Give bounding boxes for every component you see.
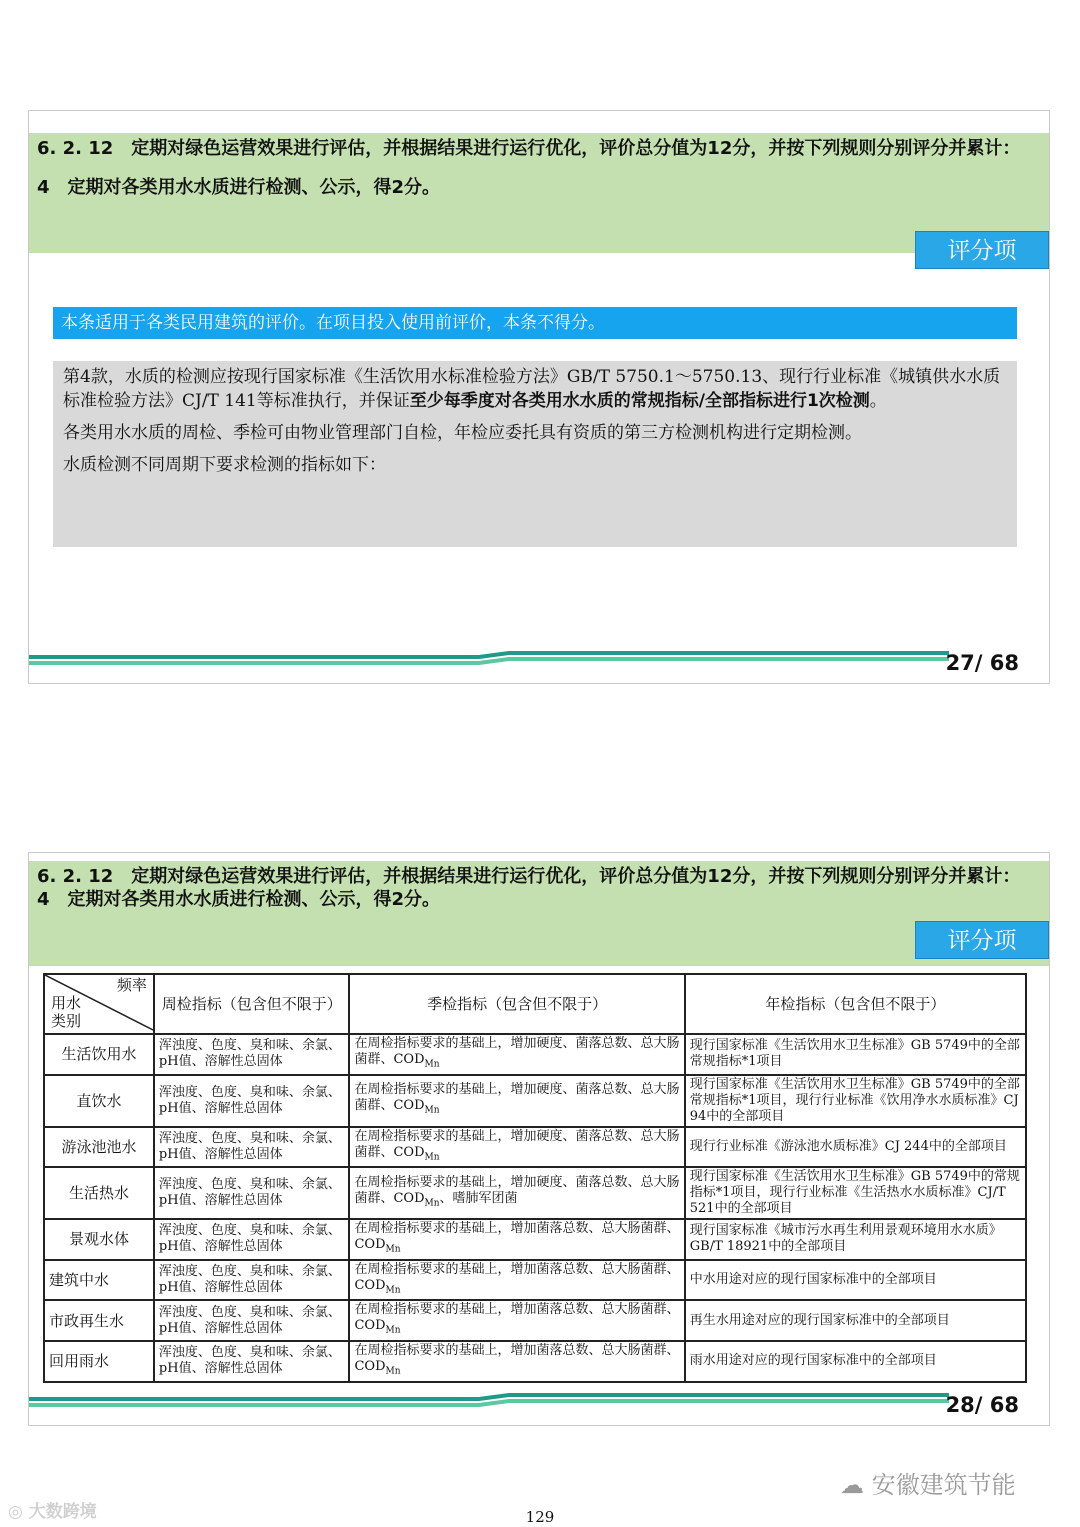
quarterly-text: 在周检指标要求的基础上，增加硬度、菌落总数、总大肠菌群、COD — [354, 1082, 680, 1114]
explanation-para-2: 各类用水水质的周检、季检可由物业管理部门自检，年检应委托具有资质的第三方检测机构进行定期检测。 — [63, 423, 862, 443]
cell-yearly: 雨水用途对应的现行国家标准中的全部项目 — [685, 1341, 1026, 1382]
cell-yearly: 中水用途对应的现行国家标准中的全部项目 — [685, 1260, 1026, 1301]
col-yearly: 年检指标（包含但不限于） — [685, 974, 1026, 1034]
cell-quarterly — [349, 1219, 684, 1260]
watermark-text: 安徽建筑节能 — [871, 1471, 1016, 1499]
corner-category: 类别 — [51, 1012, 82, 1030]
clause-item: 4 定期对各类用水水质进行检测、公示，得2分。 — [37, 889, 441, 910]
cell-category: 景观水体 — [44, 1219, 154, 1260]
cell-weekly: 浑浊度、色度、臭和味、余氯、pH值、溶解性总固体 — [154, 1167, 350, 1219]
col-quarterly: 季检指标（包含但不限于） — [349, 974, 684, 1034]
cell-weekly: 浑浊度、色度、臭和味、余氯、pH值、溶解性总固体 — [154, 1127, 350, 1168]
document-page-number: 129 — [525, 1508, 555, 1526]
clause-header — [29, 133, 1049, 253]
cell-category: 游泳池池水 — [44, 1127, 154, 1168]
footer-decor-lines — [29, 633, 1049, 683]
para1-text: 第4款，水质的检测应按现行国家标准《生活饮用水标准检验方法》GB/T 5750.1～5750.13、现行行业标准《城镇供水水质标准检验方法》CJ/T 141等标准执行，并保证 — [63, 367, 1001, 411]
cell-quarterly — [349, 1260, 684, 1301]
cell-category: 市政再生水 — [44, 1300, 154, 1341]
clause-item: 4 定期对各类用水水质进行检测、公示，得2分。 — [37, 177, 441, 198]
table-row — [44, 1300, 1026, 1341]
cod-subscript: Mn — [424, 1152, 440, 1163]
corner-water: 用水 — [51, 994, 82, 1012]
cell-yearly: 现行国家标准《生活饮用水卫生标准》GB 5749中的常规指标*1项目，现行行业标准《生活热水水质标准》CJ/T 521中的全部项目 — [685, 1167, 1026, 1219]
cell-yearly: 再生水用途对应的现行国家标准中的全部项目 — [685, 1300, 1026, 1341]
para1-end: 。 — [869, 391, 887, 411]
water-quality-table — [43, 973, 1027, 1383]
cod-subscript: Mn — [385, 1244, 401, 1255]
cell-quarterly — [349, 1034, 684, 1075]
cell-category: 回用雨水 — [44, 1341, 154, 1382]
cell-weekly: 浑浊度、色度、臭和味、余氯、pH值、溶解性总固体 — [154, 1260, 350, 1301]
cell-category: 生活饮用水 — [44, 1034, 154, 1075]
score-tag: 评分项 — [915, 921, 1049, 959]
explanation-para-3: 水质检测不同周期下要求检测的指标如下： — [63, 455, 386, 475]
table-row — [44, 1075, 1026, 1127]
quarterly-text: 在周检指标要求的基础上，增加菌落总数、总大肠菌群、COD — [354, 1302, 680, 1334]
cod-subscript: Mn — [424, 1198, 440, 1209]
score-tag: 评分项 — [915, 231, 1049, 269]
cell-quarterly — [349, 1127, 684, 1168]
wechat-watermark — [840, 1465, 1016, 1500]
cell-weekly: 浑浊度、色度、臭和味、余氯、pH值、溶解性总固体 — [154, 1034, 350, 1075]
corner-frequency: 频率 — [116, 976, 147, 994]
cell-weekly: 浑浊度、色度、臭和味、余氯、pH值、溶解性总固体 — [154, 1219, 350, 1260]
cell-quarterly — [349, 1075, 684, 1127]
cell-quarterly — [349, 1167, 684, 1219]
table-row — [44, 1127, 1026, 1168]
table-row — [44, 1219, 1026, 1260]
cod-subscript: Mn — [424, 1059, 440, 1070]
quarterly-text: 在周检指标要求的基础上，增加硬度、菌落总数、总大肠菌群、COD — [354, 1174, 680, 1206]
footer-decor-lines — [29, 1375, 1049, 1425]
clause-heading: 6. 2. 12 定期对绿色运营效果进行评估，并根据结果进行运行优化，评价总分值为12分，并按下列规则分别评分并累计： — [37, 866, 1021, 887]
quarterly-tail: 、嗜肺军团菌 — [439, 1190, 518, 1206]
cell-weekly: 浑浊度、色度、臭和味、余氯、pH值、溶解性总固体 — [154, 1300, 350, 1341]
cod-subscript: Mn — [385, 1366, 401, 1377]
cod-subscript: Mn — [424, 1105, 440, 1116]
corner-watermark-text: 大数跨境 — [28, 1502, 97, 1522]
wechat-icon: ☁ — [840, 1471, 872, 1499]
explanation-para-1 — [63, 365, 1007, 413]
quarterly-text: 在周检指标要求的基础上，增加菌落总数、总大肠菌群、COD — [354, 1261, 680, 1293]
table-body — [44, 1034, 1026, 1382]
quarterly-text: 在周检指标要求的基础上，增加硬度、菌落总数、总大肠菌群、COD — [354, 1128, 680, 1160]
cell-weekly: 浑浊度、色度、臭和味、余氯、pH值、溶解性总固体 — [154, 1341, 350, 1382]
para1-emphasis: 至少每季度对各类用水水质的常规指标/全部指标进行1次检测 — [409, 391, 870, 411]
table-row — [44, 1260, 1026, 1301]
quarterly-text: 在周检指标要求的基础上，增加硬度、菌落总数、总大肠菌群、COD — [354, 1036, 680, 1067]
cell-category: 生活热水 — [44, 1167, 154, 1219]
slide-27 — [28, 110, 1050, 684]
cell-yearly: 现行国家标准《生活饮用水卫生标准》GB 5749中的全部常规指标*1项目 — [685, 1034, 1026, 1075]
clause-heading: 6. 2. 12 定期对绿色运营效果进行评估，并根据结果进行运行优化，评价总分值为12分，并按下列规则分别评分并累计： — [37, 138, 1021, 159]
explanation-box — [53, 361, 1017, 547]
corner-header — [44, 974, 154, 1034]
slide-footer — [29, 1375, 1049, 1425]
cod-subscript: Mn — [385, 1285, 401, 1296]
cell-yearly: 现行行业标准《游泳池水质标准》CJ 244中的全部项目 — [685, 1127, 1026, 1168]
table-row — [44, 1034, 1026, 1075]
cell-yearly: 现行国家标准《城市污水再生利用景观环境用水水质》GB/T 18921中的全部项目 — [685, 1219, 1026, 1260]
table-row — [44, 1167, 1026, 1219]
page-number: 28/ 68 — [945, 1393, 1019, 1417]
quarterly-text: 在周检指标要求的基础上，增加菌落总数、总大肠菌群、COD — [354, 1342, 680, 1374]
page-number: 27/ 68 — [945, 651, 1019, 675]
cell-category: 直饮水 — [44, 1075, 154, 1127]
cell-quarterly — [349, 1300, 684, 1341]
table-header-row — [44, 974, 1026, 1034]
logo-icon: ◎ — [8, 1502, 29, 1522]
cell-category: 建筑中水 — [44, 1260, 154, 1301]
slide-28 — [28, 852, 1050, 1426]
col-weekly: 周检指标（包含但不限于） — [154, 974, 350, 1034]
cod-subscript: Mn — [385, 1325, 401, 1336]
applicability-note: 本条适用于各类民用建筑的评价。在项目投入使用前评价，本条不得分。 — [53, 307, 1017, 339]
slide-footer — [29, 633, 1049, 683]
cell-weekly: 浑浊度、色度、臭和味、余氯、pH值、溶解性总固体 — [154, 1075, 350, 1127]
clause-header — [29, 861, 1049, 966]
quarterly-text: 在周检指标要求的基础上，增加菌落总数、总大肠菌群、COD — [354, 1221, 680, 1253]
cell-yearly: 现行国家标准《生活饮用水卫生标准》GB 5749中的全部常规指标*1项目，现行行业标准《饮用净水水质标准》CJ 94中的全部项目 — [685, 1075, 1026, 1127]
